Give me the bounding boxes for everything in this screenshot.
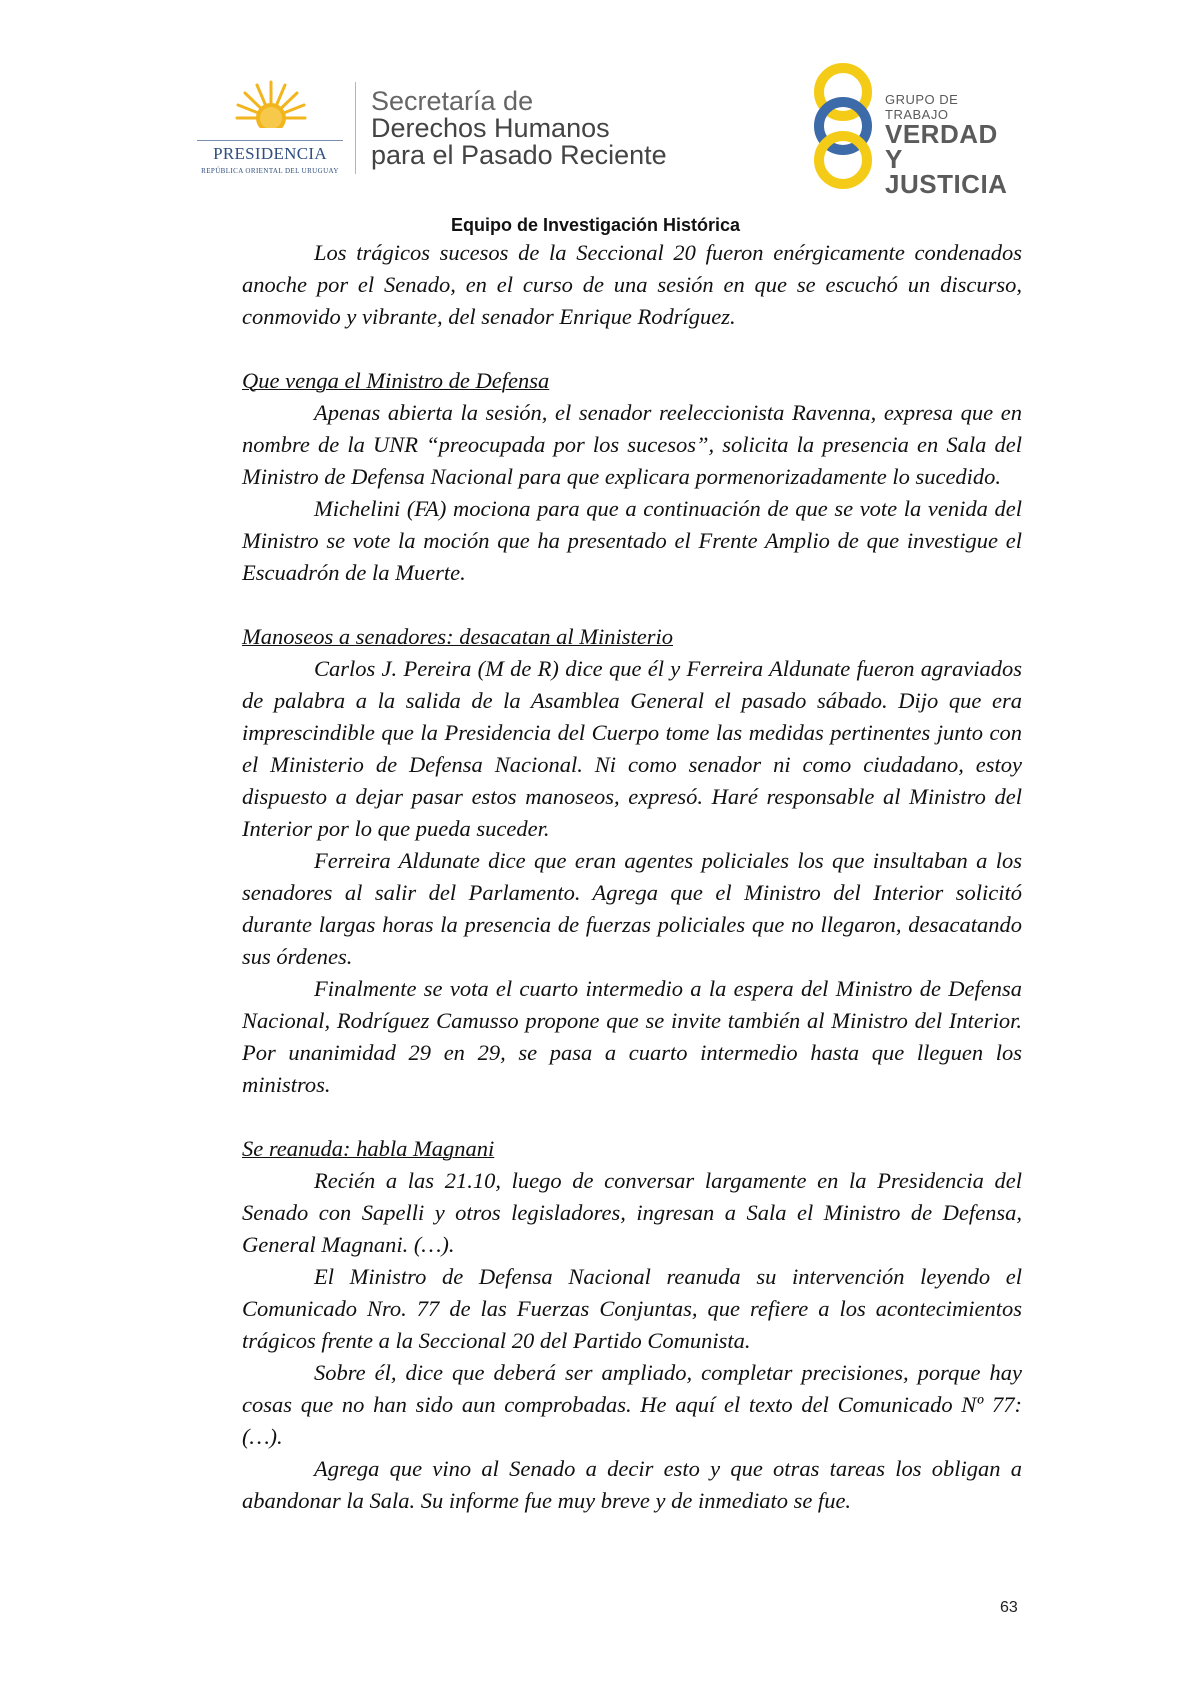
team-title: Equipo de Investigación Histórica	[450, 215, 741, 235]
presidencia-name: PRESIDENCIA	[213, 144, 327, 163]
section-heading: Que venga el Ministro de Defensa	[242, 368, 550, 393]
section-heading: Se reanuda: habla Magnani	[242, 1136, 495, 1161]
presidencia-subtitle: REPÚBLICA ORIENTAL DEL URUGUAY	[201, 167, 339, 175]
document-body	[242, 237, 1022, 1517]
section-heading: Manoseos a senadores: desacatan al Ministerio	[242, 624, 673, 649]
interlocked-rings-icon	[805, 62, 881, 190]
secretaria-line-2: Derechos Humanos	[371, 113, 610, 143]
paragraph: Michelini (FA) mociona para que a continuación de que se vote la venida del Ministro se vote la moción que ha presentado el Frente Amplio de que investigue el Escuadrón de la Muerte.	[242, 496, 1022, 585]
paragraph: El Ministro de Defensa Nacional reanuda su intervención leyendo el Comunicado Nro. 77 de las Fuerzas Conjuntas, que refiere a los acontecimientos trágicos frente a la Seccional 20 del Partido Comunista.	[242, 1264, 1022, 1353]
paragraph: Carlos J. Pereira (M de R) dice que él y Ferreira Aldunate fueron agraviados de palabra a la salida de la Asamblea General el pasado sábado. Dijo que era imprescindible que la Presidencia del Cuerpo tome las medidas pertinentes junto con el Ministerio de Defensa Nacional. Ni como senador ni como ciudadano, estoy dispuesto a dejar pasar estos manoseos, expresó. Haré responsable al Ministro del Interior por lo que pueda suceder.	[242, 656, 1022, 841]
page-number: 63	[1000, 1599, 1018, 1616]
secretaria-title	[371, 88, 667, 169]
verdad-justicia-text	[885, 92, 1015, 197]
header-divider	[355, 82, 356, 174]
secretaria-line-3: para el Pasado Reciente	[371, 140, 667, 170]
paragraph: Ferreira Aldunate dice que eran agentes policiales los que insultaban a los senadores al salir del Parlamento. Agrega que el Ministro del Interior solicitó durante largas horas la presencia de fuerzas policiales que no llegaron, desacatando sus órdenes.	[242, 848, 1022, 969]
verdad-justicia-logo	[805, 62, 1015, 199]
grupo-de-trabajo-label: GRUPO DE TRABAJO	[885, 92, 959, 122]
paragraph: Apenas abierta la sesión, el senador reeleccionista Ravenna, expresa que en nombre de la UNR “preocupada por los sucesos”, solicita la presencia en Sala del Ministro de Defensa Nacional para que explicara pormenorizadamente lo sucedido.	[242, 400, 1022, 489]
presidencia-logo	[195, 78, 345, 178]
paragraph: Los trágicos sucesos de la Seccional 20 fueron enérgicamente condenados anoche por el Senado, en el curso de una sesión en que se escuchó un discurso, conmovido y vibrante, del senador Enrique Rodríguez.	[242, 240, 1022, 329]
paragraph: Finalmente se vota el cuarto intermedio a la espera del Ministro de Defensa Nacional, Rodríguez Camusso propone que se invite también al Ministro del Interior. Por unanimidad 29 en 29, se pasa a cuarto intermedio hasta que lleguen los ministros.	[242, 976, 1022, 1097]
paragraph: Recién a las 21.10, luego de conversar largamente en la Presidencia del Senado con Sapelli y otros legisladores, ingresan a Sala el Ministro de Defensa, General Magnani. (…).	[242, 1168, 1022, 1257]
sun-emblem-icon	[235, 78, 307, 140]
justicia-label: JUSTICIA	[885, 169, 1008, 199]
verdad-y-label: VERDAD Y	[885, 119, 998, 174]
presidencia-divider	[197, 140, 343, 141]
secretaria-line-1: Secretaría de	[371, 86, 534, 116]
paragraph: Sobre él, dice que deberá ser ampliado, completar precisiones, porque hay cosas que no han sido aun comprobadas. He aquí el texto del Comunicado Nº 77: (…).	[242, 1360, 1022, 1449]
paragraph: Agrega que vino al Senado a decir esto y que otras tareas los obligan a abandonar la Sala. Su informe fue muy breve y de inmediato se fue.	[242, 1456, 1022, 1513]
